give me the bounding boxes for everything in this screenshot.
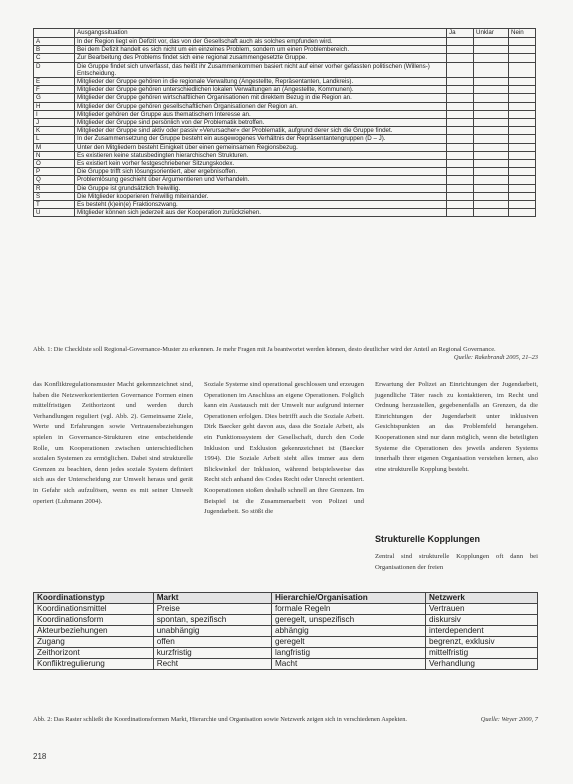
checklist-code: B	[34, 46, 75, 54]
header-nein: Nein	[509, 29, 536, 38]
caption-2-source: Quelle: Weyer 2000, 7	[480, 716, 538, 723]
checklist-nein-cell	[509, 54, 536, 62]
header-code	[34, 29, 75, 38]
checklist-nein-cell	[509, 160, 536, 168]
checklist-nein-cell	[509, 168, 536, 176]
koord-cell-netzwerk: mittelfristig	[426, 648, 538, 659]
checklist-code: E	[34, 78, 75, 86]
checklist-row	[34, 143, 536, 151]
checklist-ja-cell	[447, 201, 474, 209]
checklist-row	[34, 78, 536, 86]
koord-cell-hierarchie: formale Regeln	[271, 604, 425, 615]
checklist-nein-cell	[509, 46, 536, 54]
page-number: 218	[33, 752, 47, 761]
checklist-code: L	[34, 135, 75, 143]
checklist-statement: Es existieren keine statusbedingten hierarchischen Strukturen.	[75, 151, 447, 159]
checklist-unklar-cell	[474, 86, 509, 94]
checklist-unklar-cell	[474, 127, 509, 135]
checklist-table	[33, 28, 536, 217]
checklist-ja-cell	[447, 62, 474, 77]
checklist-ja-cell	[447, 78, 474, 86]
koord-cell-netzwerk: Vertrauen	[426, 604, 538, 615]
checklist-code: N	[34, 151, 75, 159]
checklist-code: R	[34, 184, 75, 192]
koordination-header-row	[34, 593, 538, 604]
koord-cell-hierarchie: Macht	[271, 659, 425, 670]
koordination-row	[34, 615, 538, 626]
checklist-unklar-cell	[474, 94, 509, 102]
checklist-code: J	[34, 119, 75, 127]
column-1-paragraph: das Konfliktregulationsmuster Macht gekennzeichnet sind, haben die Netzwerkorientierten Governance Formen einen mittelfristigen Zeithorizont und werden durch Verhandlungen reguliert (vgl. Abb. 2). Gemeinsame Ziele, Werte und Erfahrungen sowie Vertrauensbeziehungen spielen in Governance-Strukturen eine entscheidende Rolle, um Kooperationen zwischen unterschiedlichen sozialen Systemen zu ermöglichen. Dabei sind strukturelle Grenzen zu beachten, denn jedes soziale System definiert sich aus der Unterscheidung zur Umwelt heraus und gerät in Gefahr sich aufzulösen, wenn es mit seiner Umwelt operiert (Luhmann 2004).	[33, 381, 193, 505]
checklist-row	[34, 119, 536, 127]
checklist-statement: Es besteht (k)ein(e) Fraktionszwang.	[75, 201, 447, 209]
text-column-3	[375, 380, 538, 475]
checklist-ja-cell	[447, 168, 474, 176]
checklist-ja-cell	[447, 151, 474, 159]
koord-cell-markt: unabhängig	[153, 626, 271, 637]
checklist-unklar-cell	[474, 135, 509, 143]
koord-cell-markt: Preise	[153, 604, 271, 615]
checklist-code: F	[34, 86, 75, 94]
checklist-statement: In der Zusammensetzung der Gruppe besteht ein ausgewogenes Verhältnis der Repräsentantengruppen (D – J).	[75, 135, 447, 143]
koord-cell-typ: Zugang	[34, 637, 154, 648]
checklist-ja-cell	[447, 209, 474, 217]
checklist-header-row	[34, 29, 536, 38]
koord-cell-hierarchie: langfristig	[271, 648, 425, 659]
checklist-ja-cell	[447, 127, 474, 135]
checklist-nein-cell	[509, 151, 536, 159]
header-ja: Ja	[447, 29, 474, 38]
checklist-unklar-cell	[474, 46, 509, 54]
text-column-1	[33, 380, 193, 507]
koord-cell-netzwerk: begrenzt, exklusiv	[426, 637, 538, 648]
koord-cell-markt: spontan, spezifisch	[153, 615, 271, 626]
checklist-ja-cell	[447, 135, 474, 143]
section-heading: Strukturelle Kopplungen	[375, 534, 481, 544]
koordination-row	[34, 626, 538, 637]
checklist-code: Q	[34, 176, 75, 184]
checklist-code: G	[34, 94, 75, 102]
checklist-row	[34, 176, 536, 184]
checklist-code: I	[34, 110, 75, 118]
koord-cell-hierarchie: geregelt, unspezifisch	[271, 615, 425, 626]
column-3-paragraph: Erwartung der Polizei an Einrichtungen der Jugendarbeit, jugendliche Täter rasch zu kontaktieren, im Recht und Ordnung herzustellen, gegebenenfalls an Grenzen, da die Einrichtungen der Jugendarbeit unter inklusiven Gesichtspunkten an das Problemfeld herangehen. Kooperationen sind nur dann möglich, wenn die beteiligten Systeme die Operationen des jeweils anderen Systems innerhalb ihrer eigenen Organisation verstehen lernen, also eine strukturelle Kopplung besteht.	[375, 381, 538, 473]
checklist-statement: Die Gruppe trifft sich lösungsorientiert, aber ergebnisoffen.	[75, 168, 447, 176]
checklist-statement: Bei dem Defizit handelt es sich nicht um ein einzelnes Problem, sondern um einen Problembereich.	[75, 46, 447, 54]
koordination-table	[33, 592, 538, 670]
header-situation: Ausgangssituation	[75, 29, 447, 38]
checklist-statement: Es existiert kein vorher festgeschriebener Sitzungskodex.	[75, 160, 447, 168]
koord-cell-typ: Koordinationsform	[34, 615, 154, 626]
checklist-unklar-cell	[474, 201, 509, 209]
checklist-nein-cell	[509, 184, 536, 192]
checklist-row	[34, 62, 536, 77]
koord-cell-typ: Konfliktregulierung	[34, 659, 154, 670]
checklist-ja-cell	[447, 119, 474, 127]
checklist-ja-cell	[447, 38, 474, 46]
checklist-unklar-cell	[474, 160, 509, 168]
checklist-unklar-cell	[474, 184, 509, 192]
checklist-statement: Mitglieder der Gruppe gehören wirtschaftlichen Organisationen mit direktem Bezug in die Region an.	[75, 94, 447, 102]
caption-1-source: Quelle: Rakebrandt 2005, 21–23	[453, 354, 538, 361]
caption-1-text: Abb. 1: Die Checkliste soll Regional-Governance-Muster zu erkennen. Je mehr Fragen mit Ja beantwortet werden können, desto deutlicher wird der Anteil an Regional Governance.	[33, 346, 496, 353]
checklist-ja-cell	[447, 86, 474, 94]
koord-header-hierarchie: Hierarchie/Organisation	[271, 593, 425, 604]
figure-caption-2	[33, 716, 538, 724]
checklist-nein-cell	[509, 94, 536, 102]
checklist-unklar-cell	[474, 62, 509, 77]
figure-caption-1	[33, 346, 538, 362]
checklist-nein-cell	[509, 78, 536, 86]
checklist-unklar-cell	[474, 143, 509, 151]
checklist-nein-cell	[509, 38, 536, 46]
checklist-nein-cell	[509, 102, 536, 110]
checklist-code: T	[34, 201, 75, 209]
checklist-nein-cell	[509, 127, 536, 135]
koord-header-typ: Koordinationstyp	[34, 593, 154, 604]
checklist-unklar-cell	[474, 168, 509, 176]
checklist-nein-cell	[509, 176, 536, 184]
koord-cell-hierarchie: geregelt	[271, 637, 425, 648]
checklist-nein-cell	[509, 62, 536, 77]
koord-cell-typ: Zeithorizont	[34, 648, 154, 659]
checklist-ja-cell	[447, 192, 474, 200]
checklist-unklar-cell	[474, 192, 509, 200]
checklist-code: P	[34, 168, 75, 176]
checklist-nein-cell	[509, 201, 536, 209]
checklist-statement: Mitglieder der Gruppe gehören gesellschaftlichen Organisationen der Region an.	[75, 102, 447, 110]
checklist-statement: Problemlösung geschieht über Argumentieren und Verhandeln.	[75, 176, 447, 184]
checklist-nein-cell	[509, 86, 536, 94]
checklist-row	[34, 184, 536, 192]
checklist-unklar-cell	[474, 102, 509, 110]
checklist-nein-cell	[509, 119, 536, 127]
checklist-ja-cell	[447, 94, 474, 102]
checklist-statement: Unter den Mitgliedern besteht Einigkeit über einen gemeinsamen Regionsbezug.	[75, 143, 447, 151]
checklist-nein-cell	[509, 135, 536, 143]
heading-text	[375, 552, 538, 573]
koord-header-netzwerk: Netzwerk	[426, 593, 538, 604]
koord-cell-typ: Akteurbeziehungen	[34, 626, 154, 637]
checklist-statement: Die Gruppe ist grundsätzlich freiwillig.	[75, 184, 447, 192]
checklist-code: D	[34, 62, 75, 77]
checklist-ja-cell	[447, 54, 474, 62]
checklist-statement: Mitglieder der Gruppe sind persönlich von der Problematik betroffen.	[75, 119, 447, 127]
checklist-ja-cell	[447, 176, 474, 184]
checklist-code: O	[34, 160, 75, 168]
checklist-unklar-cell	[474, 54, 509, 62]
koordination-row	[34, 648, 538, 659]
koord-cell-typ: Koordinationsmittel	[34, 604, 154, 615]
checklist-statement: Mitglieder können sich jederzeit aus der Kooperation zurückziehen.	[75, 209, 447, 217]
checklist-statement: Die Gruppe findet sich unverfasst, das heißt ihr Zusammenkommen basiert nicht auf einer vorher gefassten politischen (Willens-) Entscheidung.	[75, 62, 447, 77]
checklist-ja-cell	[447, 143, 474, 151]
checklist-row	[34, 102, 536, 110]
checklist-row	[34, 151, 536, 159]
checklist-body	[34, 38, 536, 217]
checklist-statement: Mitglieder der Gruppe gehören in die regionale Verwaltung (Angestellte, Repräsentanten, Landkreis).	[75, 78, 447, 86]
checklist-statement: In der Region liegt ein Defizit vor, das von der Gesellschaft auch als solches empfunden wird.	[75, 38, 447, 46]
checklist-ja-cell	[447, 160, 474, 168]
checklist-statement: Zur Bearbeitung des Problems findet sich eine regional zusammengesetzte Gruppe.	[75, 54, 447, 62]
koord-cell-netzwerk: interdependent	[426, 626, 538, 637]
checklist-code: A	[34, 38, 75, 46]
checklist-row	[34, 209, 536, 217]
koord-cell-netzwerk: Verhandlung	[426, 659, 538, 670]
koord-cell-markt: offen	[153, 637, 271, 648]
koordination-body	[34, 604, 538, 670]
checklist-row	[34, 110, 536, 118]
checklist-nein-cell	[509, 110, 536, 118]
checklist-statement: Die Mitglieder kooperieren freiwillig miteinander.	[75, 192, 447, 200]
checklist-statement: Mitglieder gehören der Gruppe aus thematischem Interesse an.	[75, 110, 447, 118]
checklist-nein-cell	[509, 192, 536, 200]
checklist-ja-cell	[447, 184, 474, 192]
checklist-nein-cell	[509, 209, 536, 217]
checklist-row	[34, 46, 536, 54]
koord-cell-netzwerk: diskursiv	[426, 615, 538, 626]
checklist-unklar-cell	[474, 119, 509, 127]
checklist-unklar-cell	[474, 176, 509, 184]
header-unklar: Unklar	[474, 29, 509, 38]
checklist-ja-cell	[447, 102, 474, 110]
koord-header-markt: Markt	[153, 593, 271, 604]
checklist-row	[34, 201, 536, 209]
koord-cell-markt: kurzfristig	[153, 648, 271, 659]
checklist-code: K	[34, 127, 75, 135]
checklist-unklar-cell	[474, 78, 509, 86]
checklist-unklar-cell	[474, 151, 509, 159]
checklist-row	[34, 38, 536, 46]
koord-cell-hierarchie: abhängig	[271, 626, 425, 637]
koordination-row	[34, 637, 538, 648]
checklist-row	[34, 192, 536, 200]
checklist-unklar-cell	[474, 209, 509, 217]
checklist-ja-cell	[447, 46, 474, 54]
heading-paragraph: Zentral sind strukturelle Kopplungen oft dann bei Organisationen der freien	[375, 553, 538, 571]
checklist-statement: Mitglieder der Gruppe sind aktiv oder passiv »Verursacher« der Problematik, aufgrund derer sich die Gruppe findet.	[75, 127, 447, 135]
checklist-unklar-cell	[474, 110, 509, 118]
checklist-row	[34, 86, 536, 94]
checklist-row	[34, 168, 536, 176]
checklist-row	[34, 127, 536, 135]
koordination-row	[34, 659, 538, 670]
checklist-row	[34, 160, 536, 168]
checklist-row	[34, 135, 536, 143]
checklist-row	[34, 94, 536, 102]
checklist-code: C	[34, 54, 75, 62]
checklist-statement: Mitglieder der Gruppe gehören unterschiedlichen lokalen Verwaltungen an (Angestellte, Kommunen).	[75, 86, 447, 94]
checklist-unklar-cell	[474, 38, 509, 46]
checklist-code: H	[34, 102, 75, 110]
checklist-ja-cell	[447, 110, 474, 118]
checklist-nein-cell	[509, 143, 536, 151]
checklist-row	[34, 54, 536, 62]
column-2-paragraph: Soziale Systeme sind operational geschlossen und erzeugen Operationen im Anschluss an eigene Operationen. Folglich kann ein Austausch mit der Umwelt nur aufgrund interner Operationen erfolgen. Dies betrifft auch die Soziale Arbeit. Dirk Baecker geht davon aus, dass die Soziale Arbeit, als ein Funktionssystem der Gesellschaft, durch den Code Inklusion und Exklusion gekennzeichnet ist (Baecker 1994). Die Soziale Arbeit sieht alles immer aus dem Blickwinkel der Inklusion, während beispielsweise das Recht sich anhand des Codes Recht oder Unrecht orientiert. Kooperationen stoßen deshalb schnell an ihre Grenzen. Im Beispiel ist die Zusammenarbeit von Polizei und Jugendarbeit. So stößt die	[204, 381, 364, 516]
koord-cell-markt: Recht	[153, 659, 271, 670]
text-column-2	[204, 380, 364, 518]
caption-2-text: Abb. 2: Das Raster schließt die Koordinationsformen Markt, Hierarchie und Organisation sowie Netzwerk zeigen sich in verschiedenen Aspekten.	[33, 716, 407, 723]
checklist-code: U	[34, 209, 75, 217]
koordination-row	[34, 604, 538, 615]
checklist-code: M	[34, 143, 75, 151]
checklist-code: S	[34, 192, 75, 200]
